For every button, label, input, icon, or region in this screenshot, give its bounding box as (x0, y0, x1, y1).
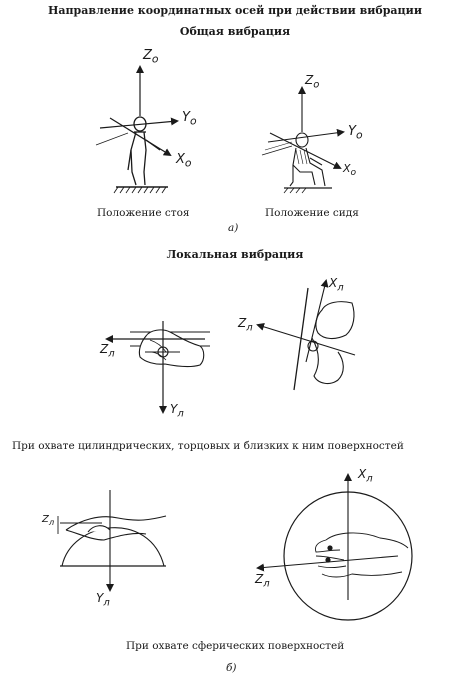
standing-axes (96, 67, 177, 155)
standing-x-label: $X_о$ (176, 152, 192, 170)
sitting-z-label: $Z_о$ (305, 73, 320, 91)
figure-title: Направление координатных осей при действии вибрации (47, 4, 423, 17)
left-y-label: $Y_л$ (170, 402, 184, 420)
sitting-y-label: $Y_о$ (348, 124, 363, 142)
spherical-caption: При охвате сферических поверхностей (126, 640, 345, 652)
left-z-label: $Z_л$ (100, 342, 115, 360)
sphere-left-y-label: $Y_л$ (96, 591, 110, 609)
sphere-right-x-label: $X_л$ (358, 467, 373, 485)
cylindrical-caption: При охвате цилиндрических, торцовых и близких к ним поверхностей (12, 440, 404, 452)
general-vibration-heading: Общая вибрация (179, 25, 291, 38)
standing-y-label: $Y_о$ (182, 110, 197, 128)
sitting-x-label: $X_о$ (343, 162, 357, 179)
sitting-caption: Положение сидя (265, 207, 359, 219)
sphere-grip-left-figure (60, 516, 166, 566)
right-x-label: $X_л$ (329, 276, 344, 294)
part-a-label: а) (228, 222, 239, 234)
standing-person-figure (114, 117, 168, 193)
local-vibration-heading: Локальная вибрация (166, 248, 304, 261)
sitting-axes (262, 88, 343, 168)
sphere-left-z-label: $Z_л$ (42, 514, 55, 527)
sphere-right-z-label: $Z_л$ (255, 572, 270, 590)
cylinder-grip-left-figure (130, 330, 210, 367)
standing-caption: Положение стоя (97, 207, 190, 219)
standing-z-label: $Z_о$ (143, 48, 159, 66)
right-z-label: $Z_л$ (238, 316, 253, 334)
part-b-label: б) (226, 662, 237, 674)
